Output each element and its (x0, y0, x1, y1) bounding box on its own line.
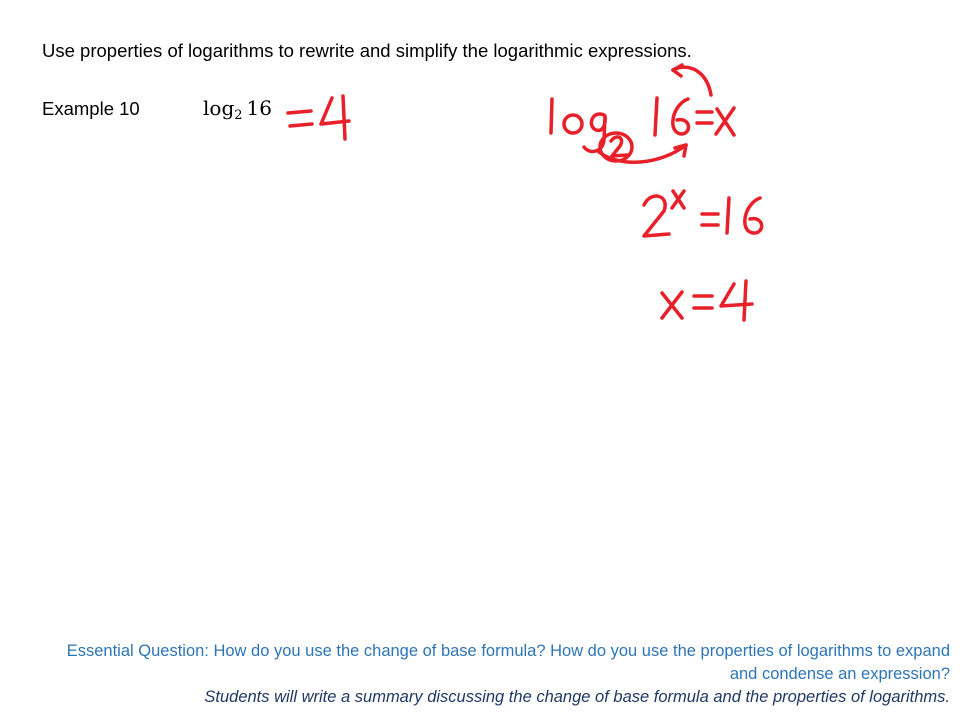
handwritten-log-equation (551, 65, 734, 162)
essential-question: Essential Question: How do you use the change of base formula? How do you use the properties of logarithms to expand and condense an expression? (66, 642, 950, 683)
handwritten-answer-equals-4 (288, 96, 349, 139)
handwritten-solution (662, 281, 752, 320)
footer (60, 640, 950, 709)
summary-task: Students will write a summary discussing the change of base formula and the properties of logarithms. (204, 688, 950, 706)
instruction-text: Use properties of logarithms to rewrite and simplify the logarithmic expressions. (42, 40, 692, 61)
log-function: log (203, 96, 235, 120)
log-argument: 16 (246, 96, 272, 120)
log-base: 2 (234, 108, 243, 123)
example-label: Example 10 (42, 98, 140, 119)
handwritten-exponential-equation (644, 191, 762, 236)
